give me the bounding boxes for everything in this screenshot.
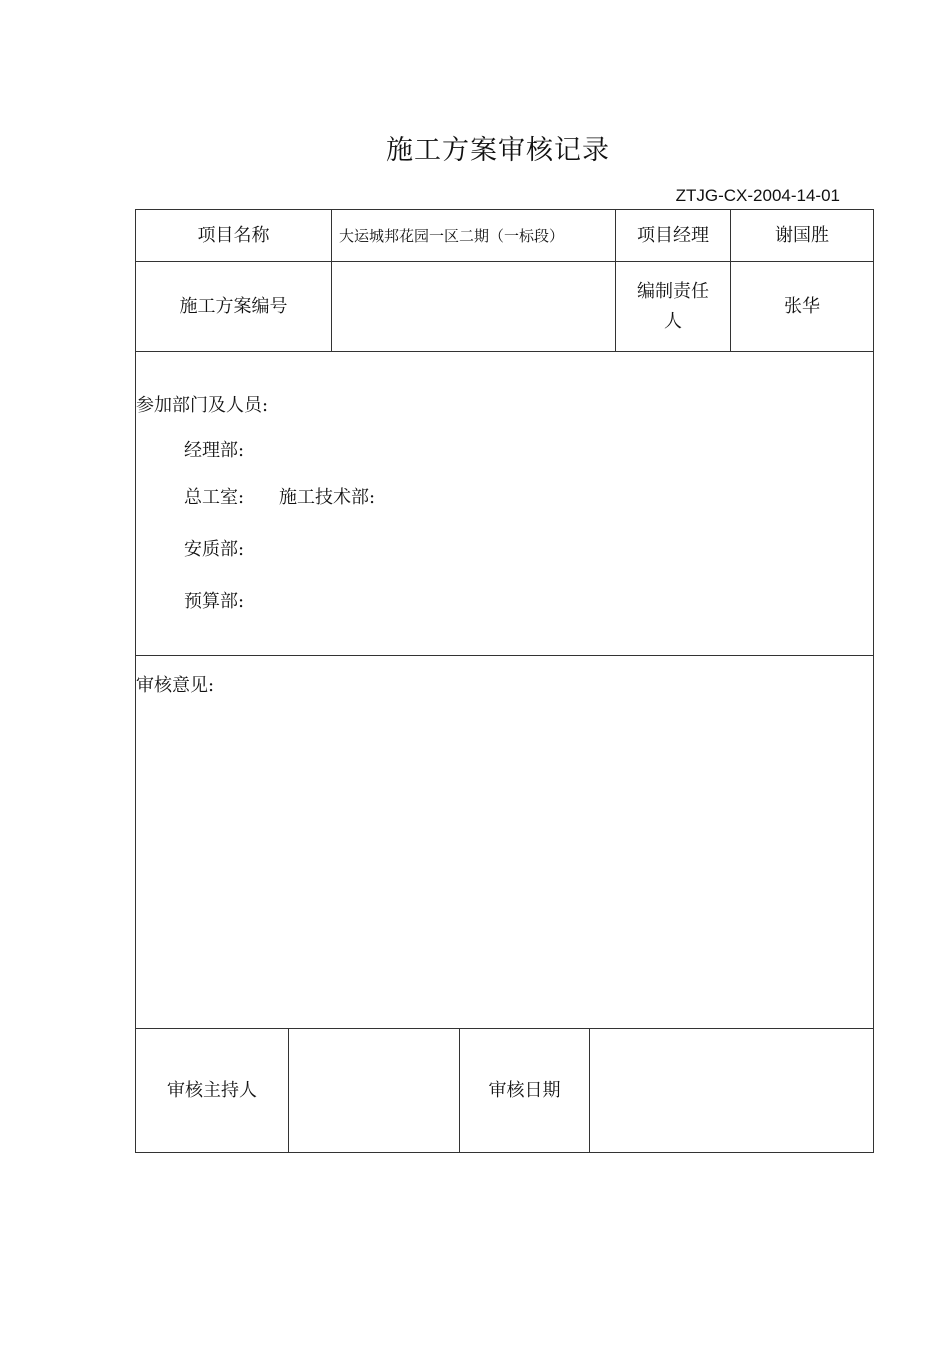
budget-dept-label: 预算部: <box>184 591 245 612</box>
tech-dept-label: 施工技术部: <box>279 487 376 508</box>
author-label-line2: 人 <box>664 310 682 332</box>
project-manager-label: 项目经理 <box>637 224 709 246</box>
review-host-label: 审核主持人 <box>167 1079 257 1101</box>
row-divider <box>136 351 873 352</box>
project-manager-value: 谢国胜 <box>775 224 829 246</box>
review-host-value <box>289 1029 459 1152</box>
author-label <box>616 262 730 351</box>
project-name-label: 项目名称 <box>197 224 270 246</box>
manager-dept-label: 经理部: <box>184 440 245 461</box>
safety-dept-label: 安质部: <box>184 539 245 560</box>
review-form-table <box>135 209 874 1153</box>
chief-office-label: 总工室: <box>184 487 245 508</box>
review-opinion-heading: 审核意见: <box>136 675 215 696</box>
author-value: 张华 <box>784 295 820 317</box>
row-divider <box>136 655 873 656</box>
review-date-label: 审核日期 <box>488 1079 561 1101</box>
plan-number-value <box>332 262 615 351</box>
document-code: ZTJG-CX-2004-14-01 <box>675 186 840 205</box>
review-date-value <box>590 1029 873 1152</box>
project-name-value: 大运城邦花园一区二期（一标段） <box>339 226 565 245</box>
plan-number-label: 施工方案编号 <box>179 295 288 317</box>
author-label-line1: 编制责任 <box>637 280 709 302</box>
document-title: 施工方案审核记录 <box>386 135 610 166</box>
participants-heading: 参加部门及人员: <box>136 395 269 416</box>
